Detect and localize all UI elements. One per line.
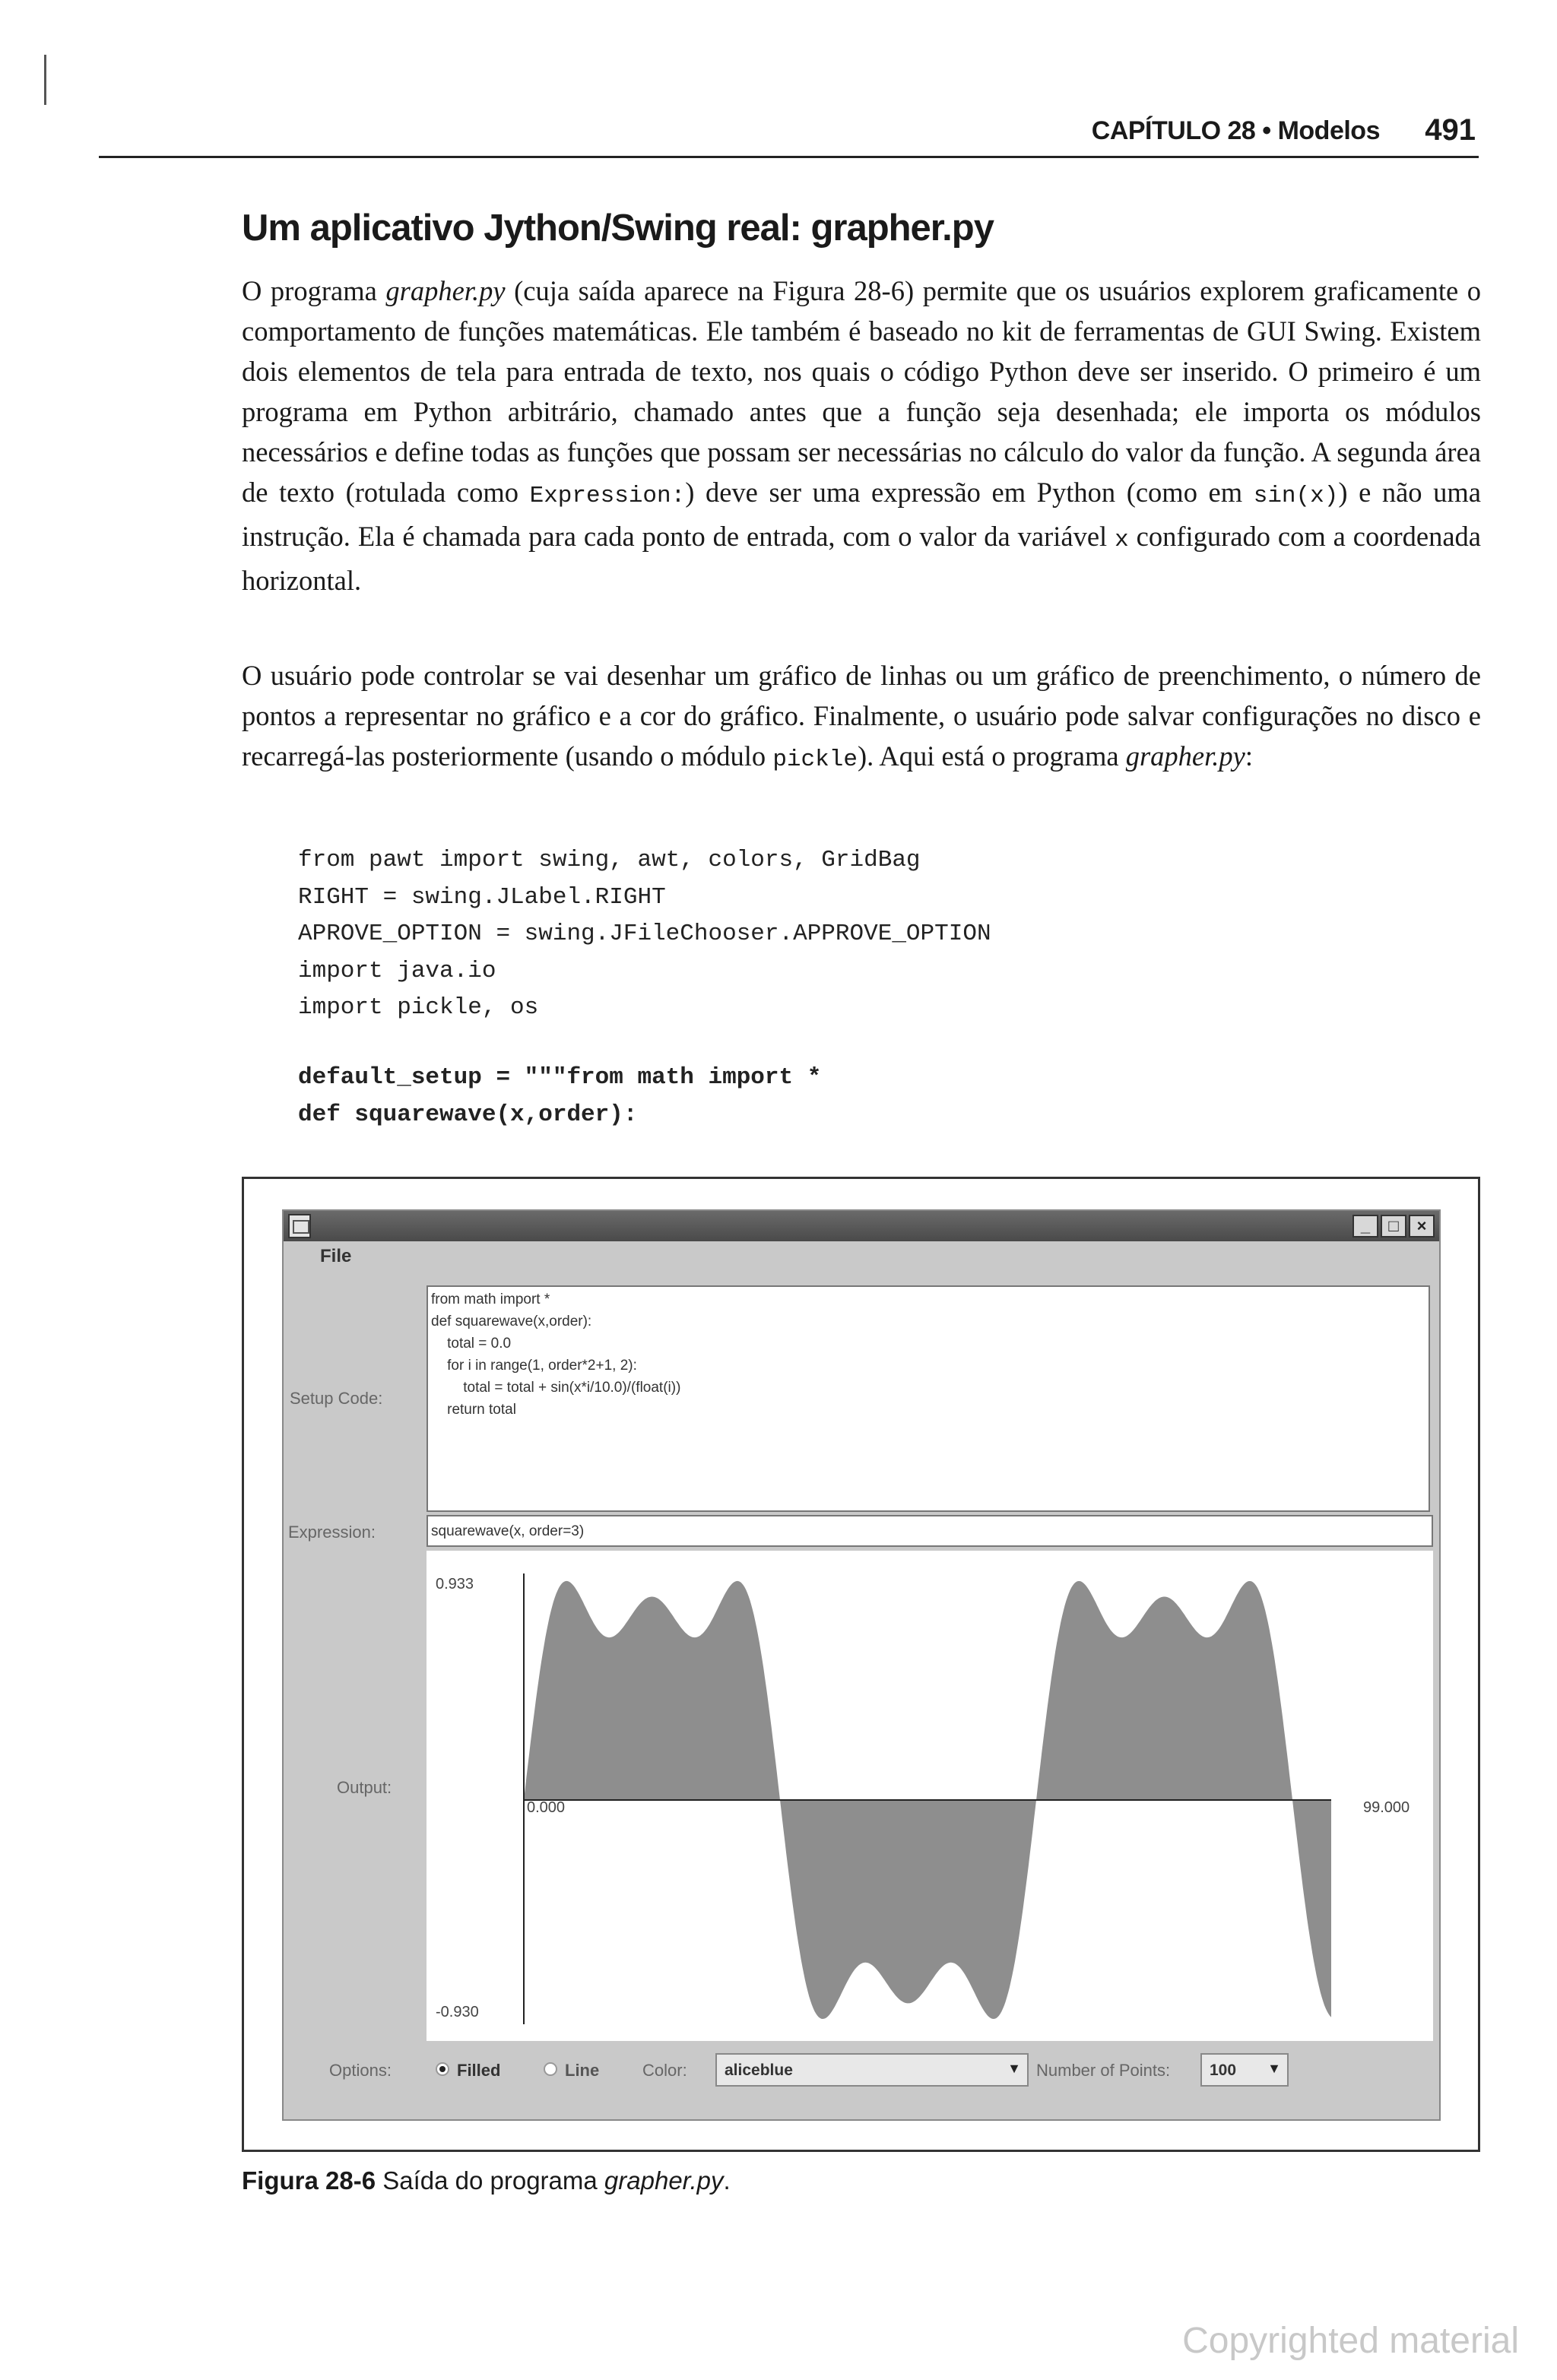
tick-label-xmin: 0.000 bbox=[527, 1798, 566, 1816]
chevron-down-icon: ▼ bbox=[1267, 2061, 1281, 2076]
watermark: Copyrighted material bbox=[1182, 2321, 1519, 2361]
inline-code: Expression: bbox=[529, 483, 686, 509]
options-label: Options: bbox=[329, 2061, 392, 2080]
code-block-bold: default_setup = """from math import * def squarewave(x,order): bbox=[298, 1064, 822, 1128]
code-block: from pawt import swing, awt, colors, GridBag RIGHT = swing.JLabel.RIGHT APROVE_OPTION = swing.JFileChooser.APPROVE_OPTION import java.io import pickle, os bbox=[298, 847, 991, 1021]
line-radio[interactable] bbox=[544, 2062, 557, 2076]
filled-radio[interactable] bbox=[436, 2062, 449, 2076]
tick-label-ymin: -0.930 bbox=[436, 2004, 479, 2020]
points-select-value: 100 bbox=[1210, 2062, 1237, 2079]
chevron-down-icon: ▼ bbox=[1007, 2061, 1021, 2076]
caption-filename: grapher.py bbox=[604, 2166, 724, 2195]
setup-code-label: Setup Code: bbox=[290, 1389, 383, 1408]
margin-rule bbox=[44, 55, 46, 105]
options-bar bbox=[284, 2047, 1439, 2093]
figure-frame bbox=[242, 1177, 1480, 2152]
menu-file[interactable]: File bbox=[320, 1246, 352, 1266]
tick-label-ymax: 0.933 bbox=[436, 1576, 474, 1592]
section-title: Um aplicativo Jython/Swing real: grapher.py bbox=[242, 208, 994, 249]
filename: grapher.py bbox=[1125, 740, 1245, 772]
caption-label: Figura 28-6 bbox=[242, 2166, 376, 2195]
plot-svg bbox=[427, 1551, 1433, 2041]
paragraph-1: O programa grapher.py (cuja saída aparece na Figura 28-6) permite que os usuários explorem graficamente o comportamento de funções matemáticas. Ele também é baseado no kit de ferramentas de GUI Swing. Existem dois elementos de tela para entrada de texto, nos quais o código Python deve ser inserido. O primeiro é um programa em Python arbitrário, chamado antes que a função seja desenhada; ele importa os módulos necessários e define todas as funções que possam ser necessárias no cálculo do valor da função. A segunda área de texto (rotulada como Expression:) deve ser uma expressão em Python (como em sin(x)) e não uma instrução. Ela é chamada para cada ponto de entrada, com o valor da variável x configurado com a coordenada horizontal. bbox=[242, 275, 1482, 596]
color-label: Color: bbox=[642, 2061, 687, 2080]
filled-label[interactable]: Filled bbox=[457, 2061, 501, 2080]
filename: grapher.py bbox=[385, 275, 506, 306]
setup-code-textarea[interactable] bbox=[427, 1285, 1430, 1512]
inline-code: pickle bbox=[772, 746, 858, 773]
title-bar[interactable] bbox=[284, 1211, 1439, 1241]
window-icon[interactable] bbox=[288, 1214, 311, 1238]
maximize-button[interactable]: □ bbox=[1381, 1215, 1406, 1238]
figure-caption: Figura 28-6 Saída do programa grapher.py. bbox=[242, 2166, 731, 2195]
minimize-button[interactable]: _ bbox=[1352, 1215, 1378, 1238]
page-number: 491 bbox=[1425, 113, 1476, 147]
points-label: Number of Points: bbox=[1036, 2061, 1171, 2080]
output-plot bbox=[427, 1551, 1433, 2041]
line-label[interactable]: Line bbox=[565, 2061, 600, 2080]
expression-label: Expression: bbox=[288, 1523, 376, 1542]
paragraph-2: O usuário pode controlar se vai desenhar um gráfico de linhas ou um gráfico de preenchimento, o número de pontos a representar no gráfico e a cor do gráfico. Finalmente, o usuário pode salvar configurações no disco e recarregá-las posteriormente (usando o módulo pickle). Aqui está o programa grapher.py: bbox=[242, 660, 1481, 773]
app-window bbox=[282, 1209, 1441, 2121]
inline-code: sin(x) bbox=[1253, 483, 1339, 509]
page-header bbox=[99, 110, 1479, 158]
inline-code: x bbox=[1115, 527, 1129, 553]
expression-input[interactable]: squarewave(x, order=3) bbox=[427, 1515, 1433, 1547]
tick-label-xmax: 99.000 bbox=[1363, 1798, 1410, 1816]
color-select[interactable] bbox=[715, 2053, 1029, 2087]
color-select-value: aliceblue bbox=[725, 2062, 793, 2079]
points-select[interactable] bbox=[1200, 2053, 1289, 2087]
chapter-label: CAPÍTULO 28 • Modelos bbox=[1091, 116, 1380, 145]
menu-bar bbox=[284, 1241, 1439, 1269]
setup-code-text: from math import * def squarewave(x,order): total = 0.0 for i in range(1, order*2+1, 2): total = total + sin(x*i/10.0)/(float(i)) return total bbox=[431, 1291, 681, 1418]
output-label: Output: bbox=[337, 1778, 392, 1797]
close-button[interactable]: × bbox=[1409, 1215, 1435, 1238]
